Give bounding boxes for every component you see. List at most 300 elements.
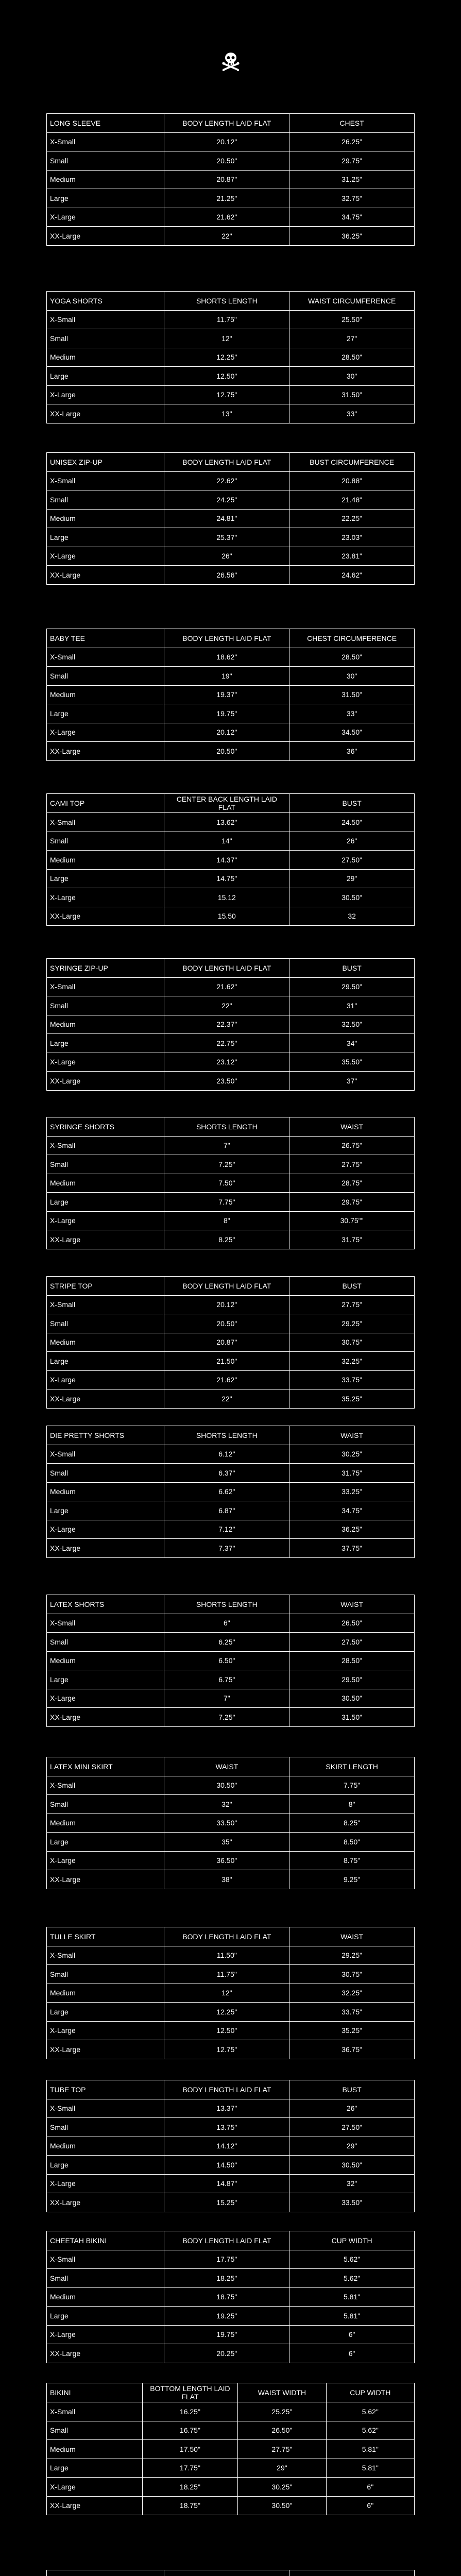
table-header-row (47, 794, 415, 813)
size-label: X-Small (47, 1776, 164, 1795)
measurement-value: 30.50" (164, 1776, 289, 1795)
measurement-value: 34.50" (289, 723, 415, 742)
measurement-value: 6.12" (164, 1445, 289, 1464)
measurement-value: 6" (326, 2478, 414, 2497)
measurement-value: 15.12 (164, 888, 289, 907)
measurement-value: 17.75" (142, 2459, 238, 2478)
table-column-header: SHORTS LENGTH (164, 1117, 289, 1137)
measurement-value: 12.50" (164, 367, 289, 386)
measurement-value: 36.25" (289, 227, 415, 246)
size-label: Small (47, 996, 164, 1015)
measurement-value: 30.50" (289, 888, 415, 907)
table-row (47, 704, 415, 723)
table-row (47, 2344, 415, 2363)
size-label: X-Large (47, 1370, 164, 1389)
size-label: Medium (47, 1174, 164, 1193)
measurement-value: 20.50" (164, 151, 289, 171)
table-row (47, 348, 415, 367)
size-label: Small (47, 329, 164, 348)
table-product-name: TUBE TOP (47, 2080, 164, 2099)
size-label: Small (47, 2269, 164, 2288)
measurement-value: 11.75" (164, 1965, 289, 1984)
measurement-value: 20.87" (164, 170, 289, 189)
measurement-value: 6" (289, 2325, 415, 2344)
measurement-value: 6" (326, 2496, 414, 2515)
measurement-value: 28.50" (289, 1651, 415, 1670)
table-row (47, 2118, 415, 2137)
measurement-value: 35.25" (289, 2021, 415, 2040)
measurement-value: 28.50" (289, 648, 415, 667)
size-label: Large (47, 704, 164, 723)
size-chart-table (46, 1276, 415, 1409)
size-label: XX-Large (47, 1539, 164, 1558)
measurement-value: 6" (164, 1614, 289, 1633)
measurement-value: 36.75" (289, 2040, 415, 2059)
table-row (47, 1614, 415, 1633)
size-label: X-Small (47, 1946, 164, 1965)
size-label: Medium (47, 1333, 164, 1352)
measurement-value: 20.88" (289, 471, 415, 490)
size-chart-table (46, 958, 415, 1091)
size-label: X-Large (47, 547, 164, 566)
table-row (47, 1333, 415, 1352)
size-label: Large (47, 367, 164, 386)
measurement-value: 19" (164, 667, 289, 686)
table-row (47, 528, 415, 547)
table-row (47, 151, 415, 171)
table-header-row (47, 2383, 415, 2402)
measurement-value: 31.50" (289, 385, 415, 404)
measurement-value: 5.62" (326, 2402, 414, 2421)
table-row (47, 404, 415, 423)
table-row (47, 813, 415, 832)
table-row (47, 1174, 415, 1193)
table-row (47, 1034, 415, 1053)
measurement-value: 33.75" (289, 1370, 415, 1389)
table-row (47, 2307, 415, 2326)
size-label: XX-Large (47, 2344, 164, 2363)
skull-crossbones-icon (220, 50, 241, 71)
size-label: XX-Large (47, 1870, 164, 1889)
size-label: X-Small (47, 310, 164, 329)
measurement-value: 31.50" (289, 1708, 415, 1727)
measurement-value: 33" (289, 704, 415, 723)
measurement-value: 19.37" (164, 685, 289, 704)
table-row (47, 385, 415, 404)
measurement-value: 6.50" (164, 1651, 289, 1670)
table-column-header: WAIST (289, 1117, 415, 1137)
size-label: Medium (47, 1651, 164, 1670)
measurement-value: 24.50" (289, 813, 415, 832)
size-label: X-Small (47, 1295, 164, 1314)
size-label: Large (47, 1833, 164, 1852)
measurement-value: 29.50" (289, 1670, 415, 1689)
table-header-row (47, 453, 415, 472)
table-row (47, 1314, 415, 1333)
measurement-value: 31.25" (289, 170, 415, 189)
table-row (47, 1501, 415, 1520)
measurement-value: 30.50" (238, 2496, 326, 2515)
measurement-value: 5.62" (289, 2269, 415, 2288)
size-label: Large (47, 1501, 164, 1520)
measurement-value: 5.62" (326, 2421, 414, 2440)
measurement-value: 18.25" (164, 2269, 289, 2288)
size-label: X-Large (47, 2021, 164, 2040)
table-column-header: WAIST (289, 1595, 415, 1614)
size-label: X-Small (47, 2402, 143, 2421)
size-label: X-Large (47, 1689, 164, 1708)
size-label: X-Large (47, 2478, 143, 2497)
table-column-header (164, 2570, 289, 2576)
measurement-value: 32" (164, 1795, 289, 1814)
measurement-value: 15.50 (164, 907, 289, 926)
measurement-value: 6.75" (164, 1670, 289, 1689)
measurement-value: 33.50" (164, 1814, 289, 1833)
table-row (47, 170, 415, 189)
measurement-value: 31.50" (289, 685, 415, 704)
table-column-header: CENTER BACK LENGTH LAID FLAT (164, 794, 289, 813)
measurement-value: 31" (289, 996, 415, 1015)
size-label: Small (47, 490, 164, 510)
measurement-value: 26.25" (289, 132, 415, 151)
size-label: XX-Large (47, 2496, 143, 2515)
table-row (47, 1370, 415, 1389)
measurement-value: 17.75" (164, 2250, 289, 2269)
size-label: Large (47, 2459, 143, 2478)
size-label: X-Small (47, 813, 164, 832)
table-row (47, 566, 415, 585)
table-column-header: BODY LENGTH LAID FLAT (164, 959, 289, 978)
size-label: Large (47, 1670, 164, 1689)
table-column-header: SHORTS LENGTH (164, 1595, 289, 1614)
table-row (47, 471, 415, 490)
table-column-header: CUP WIDTH (326, 2383, 414, 2402)
table-column-header: BUST (289, 2080, 415, 2099)
table-header-row (47, 1595, 415, 1614)
measurement-value: 14.37" (164, 851, 289, 870)
measurement-value: 31.75" (289, 1464, 415, 1483)
measurement-value: 33.75" (289, 2003, 415, 2022)
size-chart-table (46, 1117, 415, 1249)
table-product-name: STRIPE TOP (47, 1277, 164, 1296)
table-header-row (47, 2231, 415, 2250)
size-label: X-Large (47, 1211, 164, 1230)
table-row (47, 2137, 415, 2156)
table-row (47, 1946, 415, 1965)
measurement-value: 12" (164, 1984, 289, 2003)
size-label: X-Large (47, 2174, 164, 2193)
measurement-value: 5.62" (289, 2250, 415, 2269)
table-header-row (47, 1277, 415, 1296)
table-column-header: BODY LENGTH LAID FLAT (164, 2080, 289, 2099)
measurement-value: 22.62" (164, 471, 289, 490)
table-row (47, 2421, 415, 2440)
size-label: XX-Large (47, 1230, 164, 1249)
size-label: Large (47, 1034, 164, 1053)
size-label: XX-Large (47, 2040, 164, 2059)
table-row (47, 1708, 415, 1727)
size-label: XX-Large (47, 907, 164, 926)
measurement-value: 28.50" (289, 348, 415, 367)
table-row (47, 227, 415, 246)
measurement-value: 25.37" (164, 528, 289, 547)
measurement-value: 5.81" (326, 2440, 414, 2459)
table-column-header: BODY LENGTH LAID FLAT (164, 114, 289, 133)
table-row (47, 367, 415, 386)
size-label: X-Large (47, 723, 164, 742)
size-chart-table (46, 452, 415, 585)
table-column-header: BODY LENGTH LAID FLAT (164, 1927, 289, 1946)
measurement-value: 12.75" (164, 2040, 289, 2059)
table-row (47, 1539, 415, 1558)
size-label: X-Large (47, 888, 164, 907)
table-header-row (47, 1117, 415, 1137)
table-row (47, 1689, 415, 1708)
measurement-value: 21.25" (164, 189, 289, 208)
table-row (47, 132, 415, 151)
measurement-value: 27.75" (238, 2440, 326, 2459)
table-column-header (289, 2570, 415, 2576)
measurement-value: 38" (164, 1870, 289, 1889)
measurement-value: 6.62" (164, 1482, 289, 1501)
measurement-value: 20.12" (164, 723, 289, 742)
table-row (47, 832, 415, 851)
size-label: XX-Large (47, 227, 164, 246)
size-label: X-Small (47, 1614, 164, 1633)
measurement-value: 30" (289, 367, 415, 386)
table-row (47, 1670, 415, 1689)
table-column-header: CHEST (289, 114, 415, 133)
table-column-header: BUST (289, 959, 415, 978)
measurement-value: 14.12" (164, 2137, 289, 2156)
size-chart-table (46, 1927, 415, 2059)
measurement-value: 15.25" (164, 2193, 289, 2212)
measurement-value: 7" (164, 1689, 289, 1708)
table-header-row (47, 959, 415, 978)
measurement-value: 7" (164, 1136, 289, 1155)
size-label: Large (47, 528, 164, 547)
measurement-value: 29.50" (289, 977, 415, 996)
measurement-value: 24.81" (164, 509, 289, 528)
measurement-value: 29.25" (289, 1314, 415, 1333)
size-label: Medium (47, 509, 164, 528)
table-product-name: LATEX MINI SKIRT (47, 1757, 164, 1776)
table-column-header: CUP WIDTH (289, 2231, 415, 2250)
table-row (47, 1520, 415, 1539)
measurement-value: 21.62" (164, 208, 289, 227)
measurement-value: 14.87" (164, 2174, 289, 2193)
measurement-value: 8.50" (289, 1833, 415, 1852)
measurement-value: 29.25" (289, 1946, 415, 1965)
size-label: Medium (47, 1482, 164, 1501)
table-column-header: WAIST (164, 1757, 289, 1776)
table-product-name: YOGA SHORTS (47, 292, 164, 311)
table-column-header: BODY LENGTH LAID FLAT (164, 453, 289, 472)
measurement-value: 22" (164, 227, 289, 246)
table-column-header: CHEST CIRCUMFERENCE (289, 629, 415, 648)
size-label: Small (47, 1155, 164, 1174)
size-chart-table (46, 1757, 415, 1889)
size-chart-table (46, 291, 415, 423)
measurement-value: 18.25" (142, 2478, 238, 2497)
table-row (47, 2156, 415, 2175)
measurement-value: 34.75" (289, 1501, 415, 1520)
measurement-value: 32.25" (289, 1352, 415, 1371)
table-row (47, 310, 415, 329)
size-label: Medium (47, 851, 164, 870)
table-column-header: BODY LENGTH LAID FLAT (164, 1277, 289, 1296)
table-row (47, 2325, 415, 2344)
table-product-name: CHEETAH BIKINI (47, 2231, 164, 2250)
table-row (47, 2496, 415, 2515)
table-column-header: SHORTS LENGTH (164, 1426, 289, 1445)
measurement-value: 7.75" (164, 1193, 289, 1212)
size-label: Large (47, 2307, 164, 2326)
measurement-value: 36.50" (164, 1851, 289, 1870)
measurement-value: 26" (289, 2099, 415, 2118)
table-column-header: SKIRT LENGTH (289, 1757, 415, 1776)
table-row (47, 1072, 415, 1091)
table-row (47, 1211, 415, 1230)
size-label: X-Large (47, 208, 164, 227)
measurement-value: 32.25" (289, 1984, 415, 2003)
measurement-value: 8" (164, 1211, 289, 1230)
measurement-value: 21.62" (164, 977, 289, 996)
measurement-value: 16.75" (142, 2421, 238, 2440)
measurement-value: 34" (289, 1034, 415, 1053)
measurement-value: 22.75" (164, 1034, 289, 1053)
table-row (47, 2099, 415, 2118)
measurement-value: 8.25" (164, 1230, 289, 1249)
table-header-row (47, 1426, 415, 1445)
measurement-value: 6" (289, 2344, 415, 2363)
size-label: Medium (47, 2137, 164, 2156)
table-row (47, 329, 415, 348)
table-header-row (47, 629, 415, 648)
measurement-value: 24.25" (164, 490, 289, 510)
table-row (47, 2459, 415, 2478)
size-label: Small (47, 1633, 164, 1652)
measurement-value: 30.75" (289, 1333, 415, 1352)
table-row (47, 208, 415, 227)
table-row (47, 2269, 415, 2288)
size-label: Small (47, 667, 164, 686)
size-label: Small (47, 1464, 164, 1483)
table-row (47, 2287, 415, 2307)
table-row (47, 189, 415, 208)
table-row (47, 2402, 415, 2421)
table-header-row (47, 1757, 415, 1776)
measurement-value: 35.25" (289, 1389, 415, 1409)
size-label: Medium (47, 1814, 164, 1833)
measurement-value: 29" (289, 869, 415, 888)
table-row (47, 996, 415, 1015)
table-product-name: TULLE SKIRT (47, 1927, 164, 1946)
measurement-value: 13.75" (164, 2118, 289, 2137)
table-row (47, 869, 415, 888)
size-label: Medium (47, 170, 164, 189)
table-row (47, 2440, 415, 2459)
size-label: X-Large (47, 385, 164, 404)
measurement-value: 30.25" (289, 1445, 415, 1464)
size-label: XX-Large (47, 2193, 164, 2212)
measurement-value: 7.37" (164, 1539, 289, 1558)
skull-crossbones-logo-top (220, 50, 241, 71)
table-row (47, 1776, 415, 1795)
measurement-value: 24.62" (289, 566, 415, 585)
measurement-value: 8.25" (289, 1814, 415, 1833)
size-label: XX-Large (47, 1389, 164, 1409)
size-label: X-Small (47, 2250, 164, 2269)
table-row (47, 1193, 415, 1212)
measurement-value: 20.12" (164, 132, 289, 151)
table-column-header: WAIST WIDTH (238, 2383, 326, 2402)
table-row (47, 1464, 415, 1483)
measurement-value: 5.81" (289, 2287, 415, 2307)
size-chart-table (46, 113, 415, 246)
size-label: X-Small (47, 648, 164, 667)
table-row (47, 977, 415, 996)
measurement-value: 22" (164, 996, 289, 1015)
table-column-header: WAIST CIRCUMFERENCE (289, 292, 415, 311)
size-label: Large (47, 2003, 164, 2022)
measurement-value: 5.81" (326, 2459, 414, 2478)
measurement-value: 30.75"" (289, 1211, 415, 1230)
table-column-header: BODY LENGTH LAID FLAT (164, 629, 289, 648)
table-row (47, 907, 415, 926)
size-label: Medium (47, 2440, 143, 2459)
table-column-header: BUST (289, 1277, 415, 1296)
table-row (47, 667, 415, 686)
measurement-value: 26.50" (238, 2421, 326, 2440)
table-row (47, 2003, 415, 2022)
measurement-value: 6.37" (164, 1464, 289, 1483)
size-chart-table (46, 2383, 415, 2515)
table-row (47, 2174, 415, 2193)
measurement-value: 19.75" (164, 2325, 289, 2344)
measurement-value: 29" (289, 2137, 415, 2156)
table-product-name: SYRINGE SHORTS (47, 1117, 164, 1137)
measurement-value: 30.50" (289, 2156, 415, 2175)
table-header-row (47, 1927, 415, 1946)
size-label: Small (47, 151, 164, 171)
measurement-value: 18.62" (164, 648, 289, 667)
size-chart-table (46, 1426, 415, 1558)
size-label: Large (47, 1352, 164, 1371)
measurement-value: 35" (164, 1833, 289, 1852)
measurement-value: 27.75" (289, 1295, 415, 1314)
table-row (47, 490, 415, 510)
table-row (47, 1015, 415, 1034)
measurement-value: 29" (238, 2459, 326, 2478)
table-product-name: DIE PRETTY SHORTS (47, 1426, 164, 1445)
table-row (47, 2021, 415, 2040)
measurement-value: 14.75" (164, 869, 289, 888)
table-product-name: BIKINI (47, 2383, 143, 2402)
table-column-header: SHORTS LENGTH (164, 292, 289, 311)
size-chart-table (46, 2570, 415, 2576)
measurement-value: 23.50" (164, 1072, 289, 1091)
table-row (47, 509, 415, 528)
table-product-name: LONG SLEEVE (47, 114, 164, 133)
measurement-value: 28.75" (289, 1174, 415, 1193)
table-row (47, 1352, 415, 1371)
size-label: XX-Large (47, 566, 164, 585)
table-column-header: BUST CIRCUMFERENCE (289, 453, 415, 472)
size-label: Medium (47, 348, 164, 367)
table-row (47, 648, 415, 667)
measurement-value: 19.25" (164, 2307, 289, 2326)
